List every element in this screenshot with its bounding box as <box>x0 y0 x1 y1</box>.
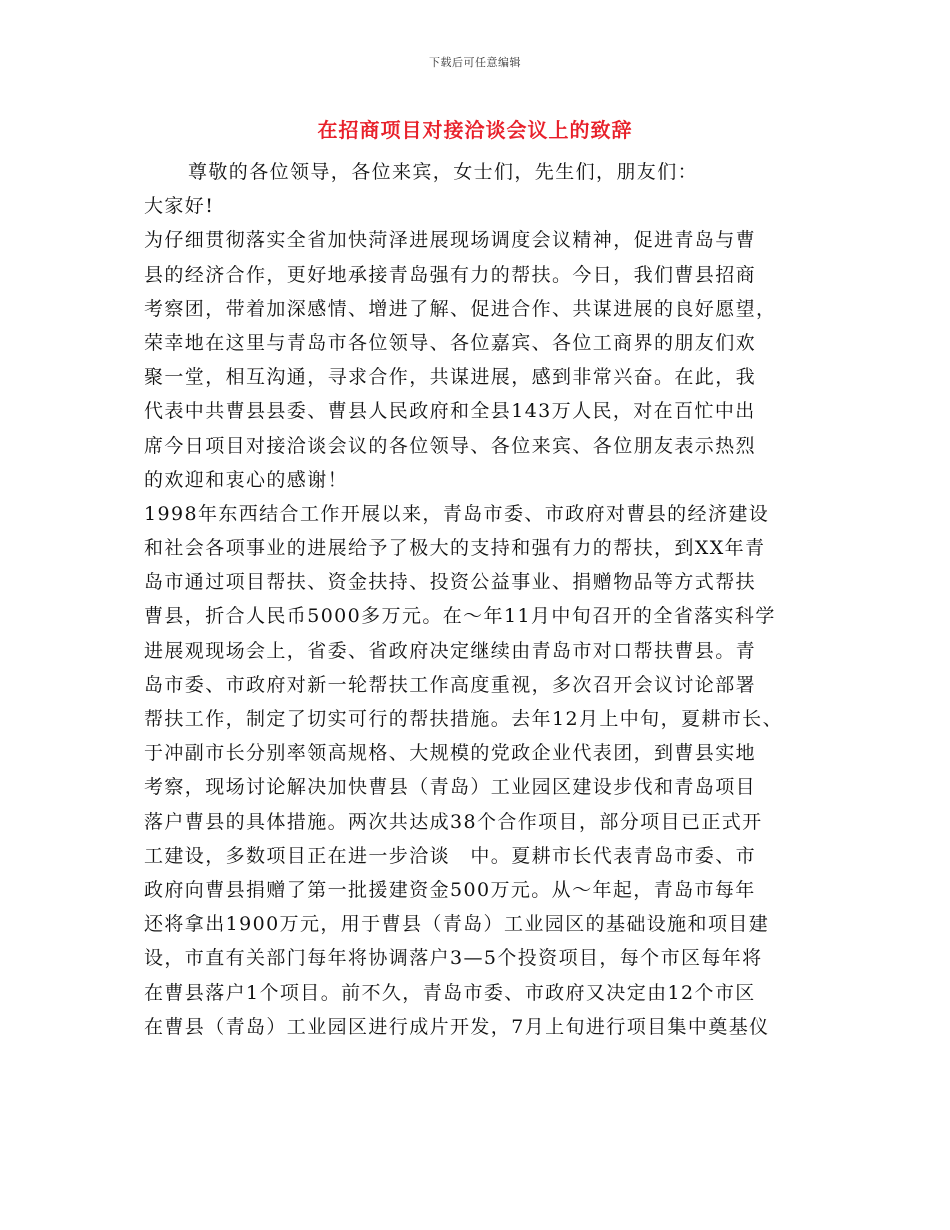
paragraph-line: 和社会各项事业的进展给予了极大的支持和强有力的帮扶，到XX年青 <box>144 537 766 560</box>
paragraph-line: 岛市通过项目帮扶、资金扶持、投资公益事业、捐赠物品等方式帮扶 <box>144 571 757 594</box>
paragraph-line: 帮扶工作，制定了切实可行的帮扶措施。去年12月上中旬，夏耕市长、 <box>144 708 783 730</box>
document-title: 在招商项目对接洽谈会议上的致辞 <box>317 118 633 142</box>
paragraph-line: 代表中共曹县县委、曹县人民政府和全县143万人民，对在百忙中出 <box>144 400 756 423</box>
paragraph-line: 荣幸地在这里与青岛市各位领导、各位嘉宾、各位工商界的朋友们欢 <box>144 331 757 354</box>
paragraph-line: 政府向曹县捐赠了第一批援建资金500万元。从～年起，青岛市每年 <box>144 878 756 901</box>
salutation-line: 尊敬的各位领导，各位来宾，女士们，先生们，朋友们： <box>188 161 699 183</box>
paragraph-line: 于冲副市长分别率领高规格、大规模的党政企业代表团，到曹县实地 <box>144 742 757 765</box>
header-note: 下载后可任意编辑 <box>429 56 521 69</box>
paragraph-line: 考察团，带着加深感情、增进了解、促进合作、共谋进展的良好愿望， <box>144 297 777 320</box>
document-body <box>144 155 824 1044</box>
paragraph-line: 在曹县落户1个项目。前不久，青岛市委、市政府又决定由12个市区 <box>144 981 756 1004</box>
paragraph-line: 曹县，折合人民币5000多万元。在～年11月中旬召开的全省落实科学 <box>144 605 776 628</box>
paragraph-line: 还将拿出1900万元，用于曹县（青岛）工业园区的基础设施和项目建 <box>144 913 770 936</box>
paragraph-line: 席今日项目对接洽谈会议的各位领导、各位来宾、各位朋友表示热烈 <box>144 434 757 457</box>
paragraph-line: 为仔细贯彻落实全省加快菏泽进展现场调度会议精神，促进青岛与曹 <box>144 229 757 252</box>
paragraph-line: 在曹县（青岛）工业园区进行成片开发，7月上旬进行项目集中奠基仪 <box>144 1015 770 1038</box>
paragraph-line: 进展观现场会上，省委、省政府决定继续由青岛市对口帮扶曹县。青 <box>144 639 757 662</box>
paragraph-line: 县的经济合作，更好地承接青岛强有力的帮扶。今日，我们曹县招商 <box>144 263 757 286</box>
greeting-line: 大家好! <box>144 195 215 218</box>
paragraph-line: 岛市委、市政府对新一轮帮扶工作高度重视，多次召开会议讨论部署 <box>144 673 757 696</box>
paragraph-line: 1998年东西结合工作开展以来，青岛市委、市政府对曹县的经济建设 <box>144 502 770 525</box>
paragraph-line: 落户曹县的具体措施。两次共达成38个合作项目，部分项目已正式开 <box>144 810 763 833</box>
paragraph-line: 考察，现场讨论解决加快曹县（青岛）工业园区建设步伐和青岛项目 <box>144 776 757 799</box>
paragraph-line: 工建设，多数项目正在进一步洽谈 中。夏耕市长代表青岛市委、市 <box>144 844 757 867</box>
paragraph-line: 的欢迎和衷心的感谢！ <box>144 468 349 491</box>
paragraph-line: 设，市直有关部门每年将协调落户3—5个投资项目，每个市区每年将 <box>144 947 763 970</box>
paragraph-line: 聚一堂，相互沟通，寻求合作，共谋进展，感到非常兴奋。在此，我 <box>144 366 757 389</box>
